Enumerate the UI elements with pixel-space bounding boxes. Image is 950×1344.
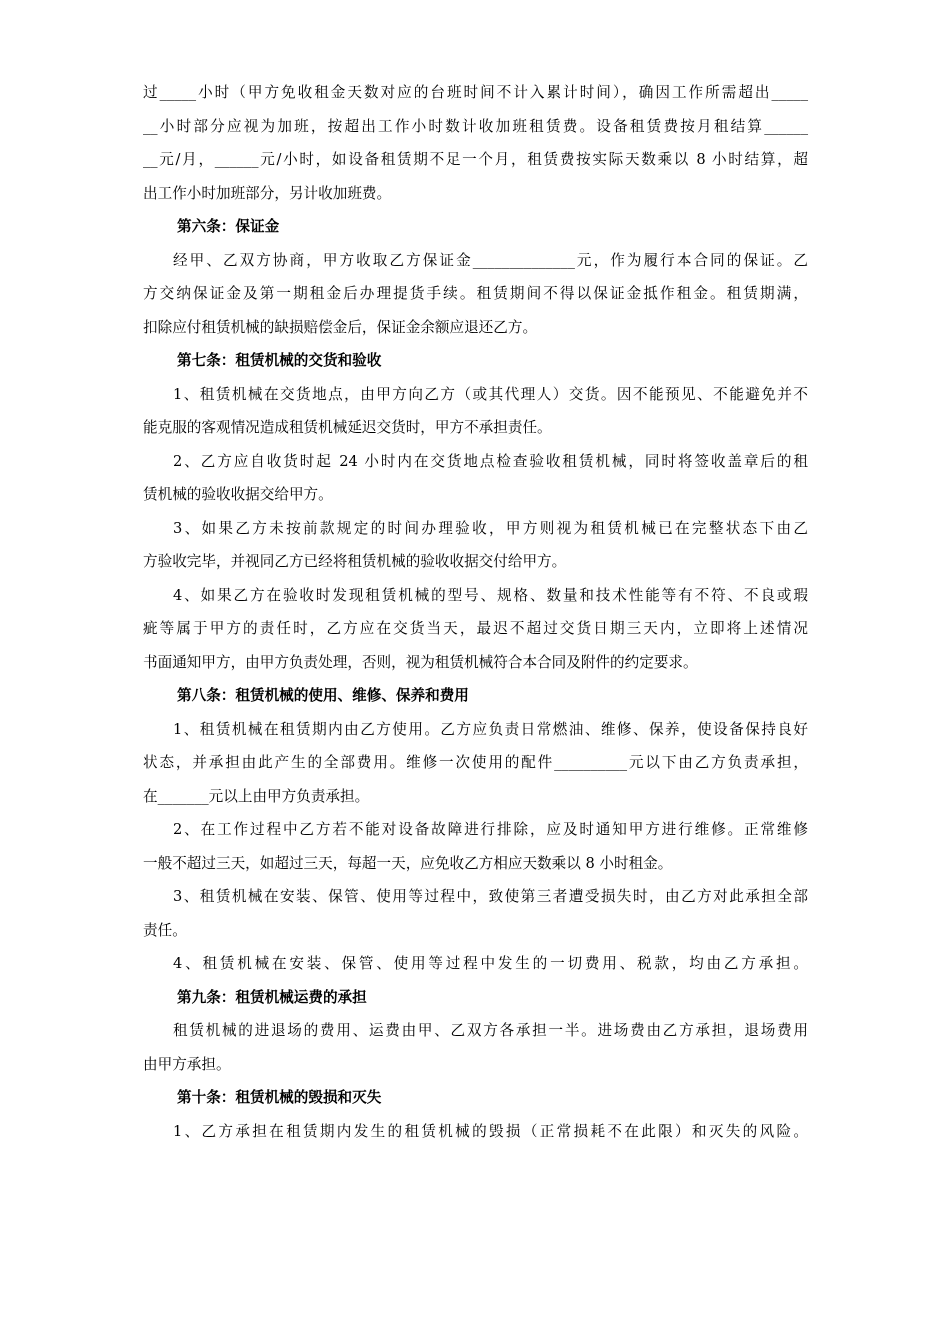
paragraph-line: 责任。 bbox=[143, 921, 187, 939]
section-heading: 第八条：租赁机械的使用、维修、保养和费用 bbox=[177, 687, 469, 704]
paragraph-line: __元/月，______元/小时，如设备租赁期不足一个月，租赁费按实际天数乘以 8 小时结算，超 bbox=[143, 151, 808, 168]
paragraph-line: 在_______元以上由甲方负责承担。 bbox=[143, 787, 370, 805]
paragraph-line: 能克服的客观情况造成租赁机械延迟交货时，甲方不承担责任。 bbox=[143, 419, 552, 436]
section-heading: 第九条：租赁机械运费的承担 bbox=[177, 988, 367, 1006]
section-heading: 第六条：保证金 bbox=[177, 218, 280, 235]
paragraph-line: 疵等属于甲方的责任时，乙方应在交货当天，最迟不超过交货日期三天内，立即将上述情况 bbox=[143, 620, 808, 637]
paragraph-line: 一般不超过三天，如超过三天，每超一天，应免收乙方相应天数乘以 8 小时租金。 bbox=[143, 854, 673, 872]
paragraph-line: 状态，并承担由此产生的全部费用。维修一次使用的配件__________元以下由乙方负责承担， bbox=[143, 754, 808, 771]
paragraph-line: 3、租赁机械在安装、保管、使用等过程中，致使第三者遭受损失时，由乙方对此承担全部 bbox=[173, 888, 808, 905]
section-heading: 第七条：租赁机械的交货和验收 bbox=[177, 352, 382, 369]
paragraph-line: 由甲方承担。 bbox=[143, 1055, 231, 1073]
paragraph-line: 过_____小时（甲方免收租金天数对应的台班时间不计入累计时间），确因工作所需超出_____ bbox=[143, 84, 808, 101]
paragraph-line: 扣除应付租赁机械的缺损赔偿金后，保证金余额应退还乙方。 bbox=[143, 318, 538, 336]
paragraph-line: 租赁机械的进退场的费用、运费由甲、乙双方各承担一半。进场费由乙方承担，退场费用 bbox=[173, 1022, 808, 1039]
paragraph-line: 赁机械的验收收据交给甲方。 bbox=[143, 486, 333, 503]
paragraph-line: 4、如果乙方在验收时发现租赁机械的型号、规格、数量和技术性能等有不符、不良或瑕 bbox=[173, 586, 808, 604]
paragraph-line: __小时部分应视为加班，按超出工作小时数计收加班租赁费。设备租赁费按月租结算______ bbox=[143, 117, 808, 135]
paragraph-line: 3、如果乙方未按前款规定的时间办理验收，甲方则视为租赁机械已在完整状态下由乙 bbox=[173, 519, 808, 537]
section-heading: 第十条：租赁机械的毁损和灭失 bbox=[177, 1089, 382, 1106]
paragraph-line: 方验收完毕，并视同乙方已经将租赁机械的验收收据交付给甲方。 bbox=[143, 553, 567, 570]
paragraph-line: 书面通知甲方，由甲方负责处理，否则，视为租赁机械符合本合同及附件的约定要求。 bbox=[143, 653, 698, 671]
paragraph-line: 2、乙方应自收货时起 24 小时内在交货地点检查验收租赁机械，同时将签收盖章后的租 bbox=[173, 452, 808, 470]
paragraph-line: 4、租赁机械在安装、保管、使用等过程中发生的一切费用、税款，均由乙方承担。 bbox=[173, 955, 808, 972]
paragraph-line: 1、租赁机械在租赁期内由乙方使用。乙方应负责日常燃油、维修、保养，使设备保持良好 bbox=[173, 720, 808, 738]
paragraph-line: 方交纳保证金及第一期租金后办理提货手续。租赁期间不得以保证金抵作租金。租赁期满， bbox=[143, 285, 808, 302]
paragraph-line: 2、在工作过程中乙方若不能对设备故障进行排除，应及时通知甲方进行维修。正常维修 bbox=[173, 821, 808, 838]
paragraph-line: 出工作小时加班部分，另计收加班费。 bbox=[143, 184, 392, 202]
paragraph-line: 经甲、乙双方协商，甲方收取乙方保证金______________元，作为履行本合同的保证。乙 bbox=[173, 251, 808, 269]
contract-body bbox=[143, 76, 808, 1148]
paragraph-line: 1、租赁机械在交货地点，由甲方向乙方（或其代理人）交货。因不能预见、不能避免并不 bbox=[173, 385, 808, 403]
paragraph-line: 1、乙方承担在租赁期内发生的租赁机械的毁损（正常损耗不在此限）和灭失的风险。 bbox=[173, 1122, 808, 1140]
